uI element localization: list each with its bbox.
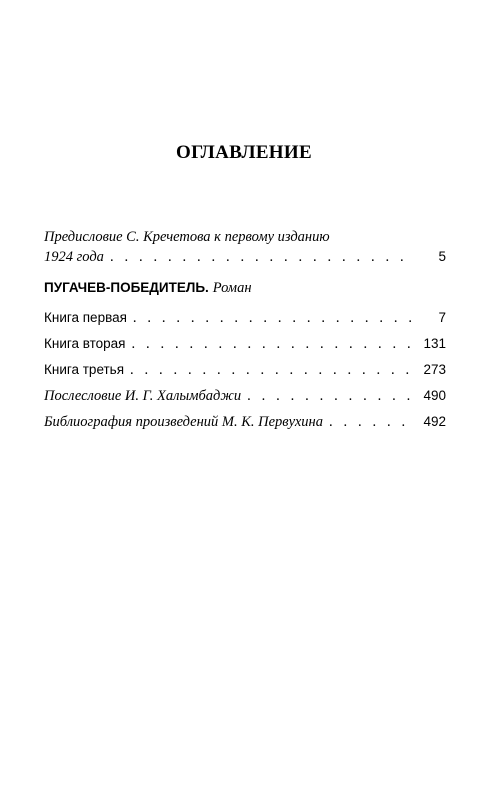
page-number: 273	[423, 362, 446, 377]
page-number: 131	[423, 336, 446, 351]
toc-entry-book-1[interactable]	[44, 308, 446, 328]
section-heading	[44, 278, 446, 298]
toc-entry-preface-line1: Предисловие С. Кречетова к первому изданию	[44, 229, 330, 245]
toc-entry-label: Послесловие И. Г. Халымбаджи	[44, 388, 242, 404]
dot-leader	[329, 412, 414, 432]
toc-entry-label: Книга первая	[44, 310, 127, 325]
page-number: 490	[423, 388, 446, 403]
dot-leader	[133, 308, 414, 328]
table-of-contents	[44, 227, 446, 438]
dot-leader	[110, 247, 414, 267]
page-number: 492	[423, 414, 446, 429]
dot-leader	[132, 334, 415, 354]
toc-entry-label: Книга вторая	[44, 336, 126, 351]
page-number: 5	[438, 249, 446, 264]
section-genre: Роман	[212, 280, 252, 296]
toc-entry-label: Библиография произведений М. К. Первухина	[44, 414, 323, 430]
section-title: ПУГАЧЕВ-ПОБЕДИТЕЛЬ.	[44, 280, 209, 295]
toc-entry-preface-line2: 1924 года	[44, 249, 104, 265]
dot-leader	[247, 386, 414, 406]
dot-leader	[130, 360, 414, 380]
toc-entry-bibliography[interactable]	[44, 412, 446, 432]
page-title: ОГЛАВЛЕНИЕ	[176, 142, 312, 163]
toc-entry-afterword[interactable]	[44, 386, 446, 406]
toc-entry-book-3[interactable]	[44, 360, 446, 380]
toc-entry-label: Книга третья	[44, 362, 125, 377]
page-number: 7	[438, 310, 446, 325]
toc-entry-book-2[interactable]	[44, 334, 446, 354]
toc-entry-preface[interactable]	[44, 227, 446, 267]
